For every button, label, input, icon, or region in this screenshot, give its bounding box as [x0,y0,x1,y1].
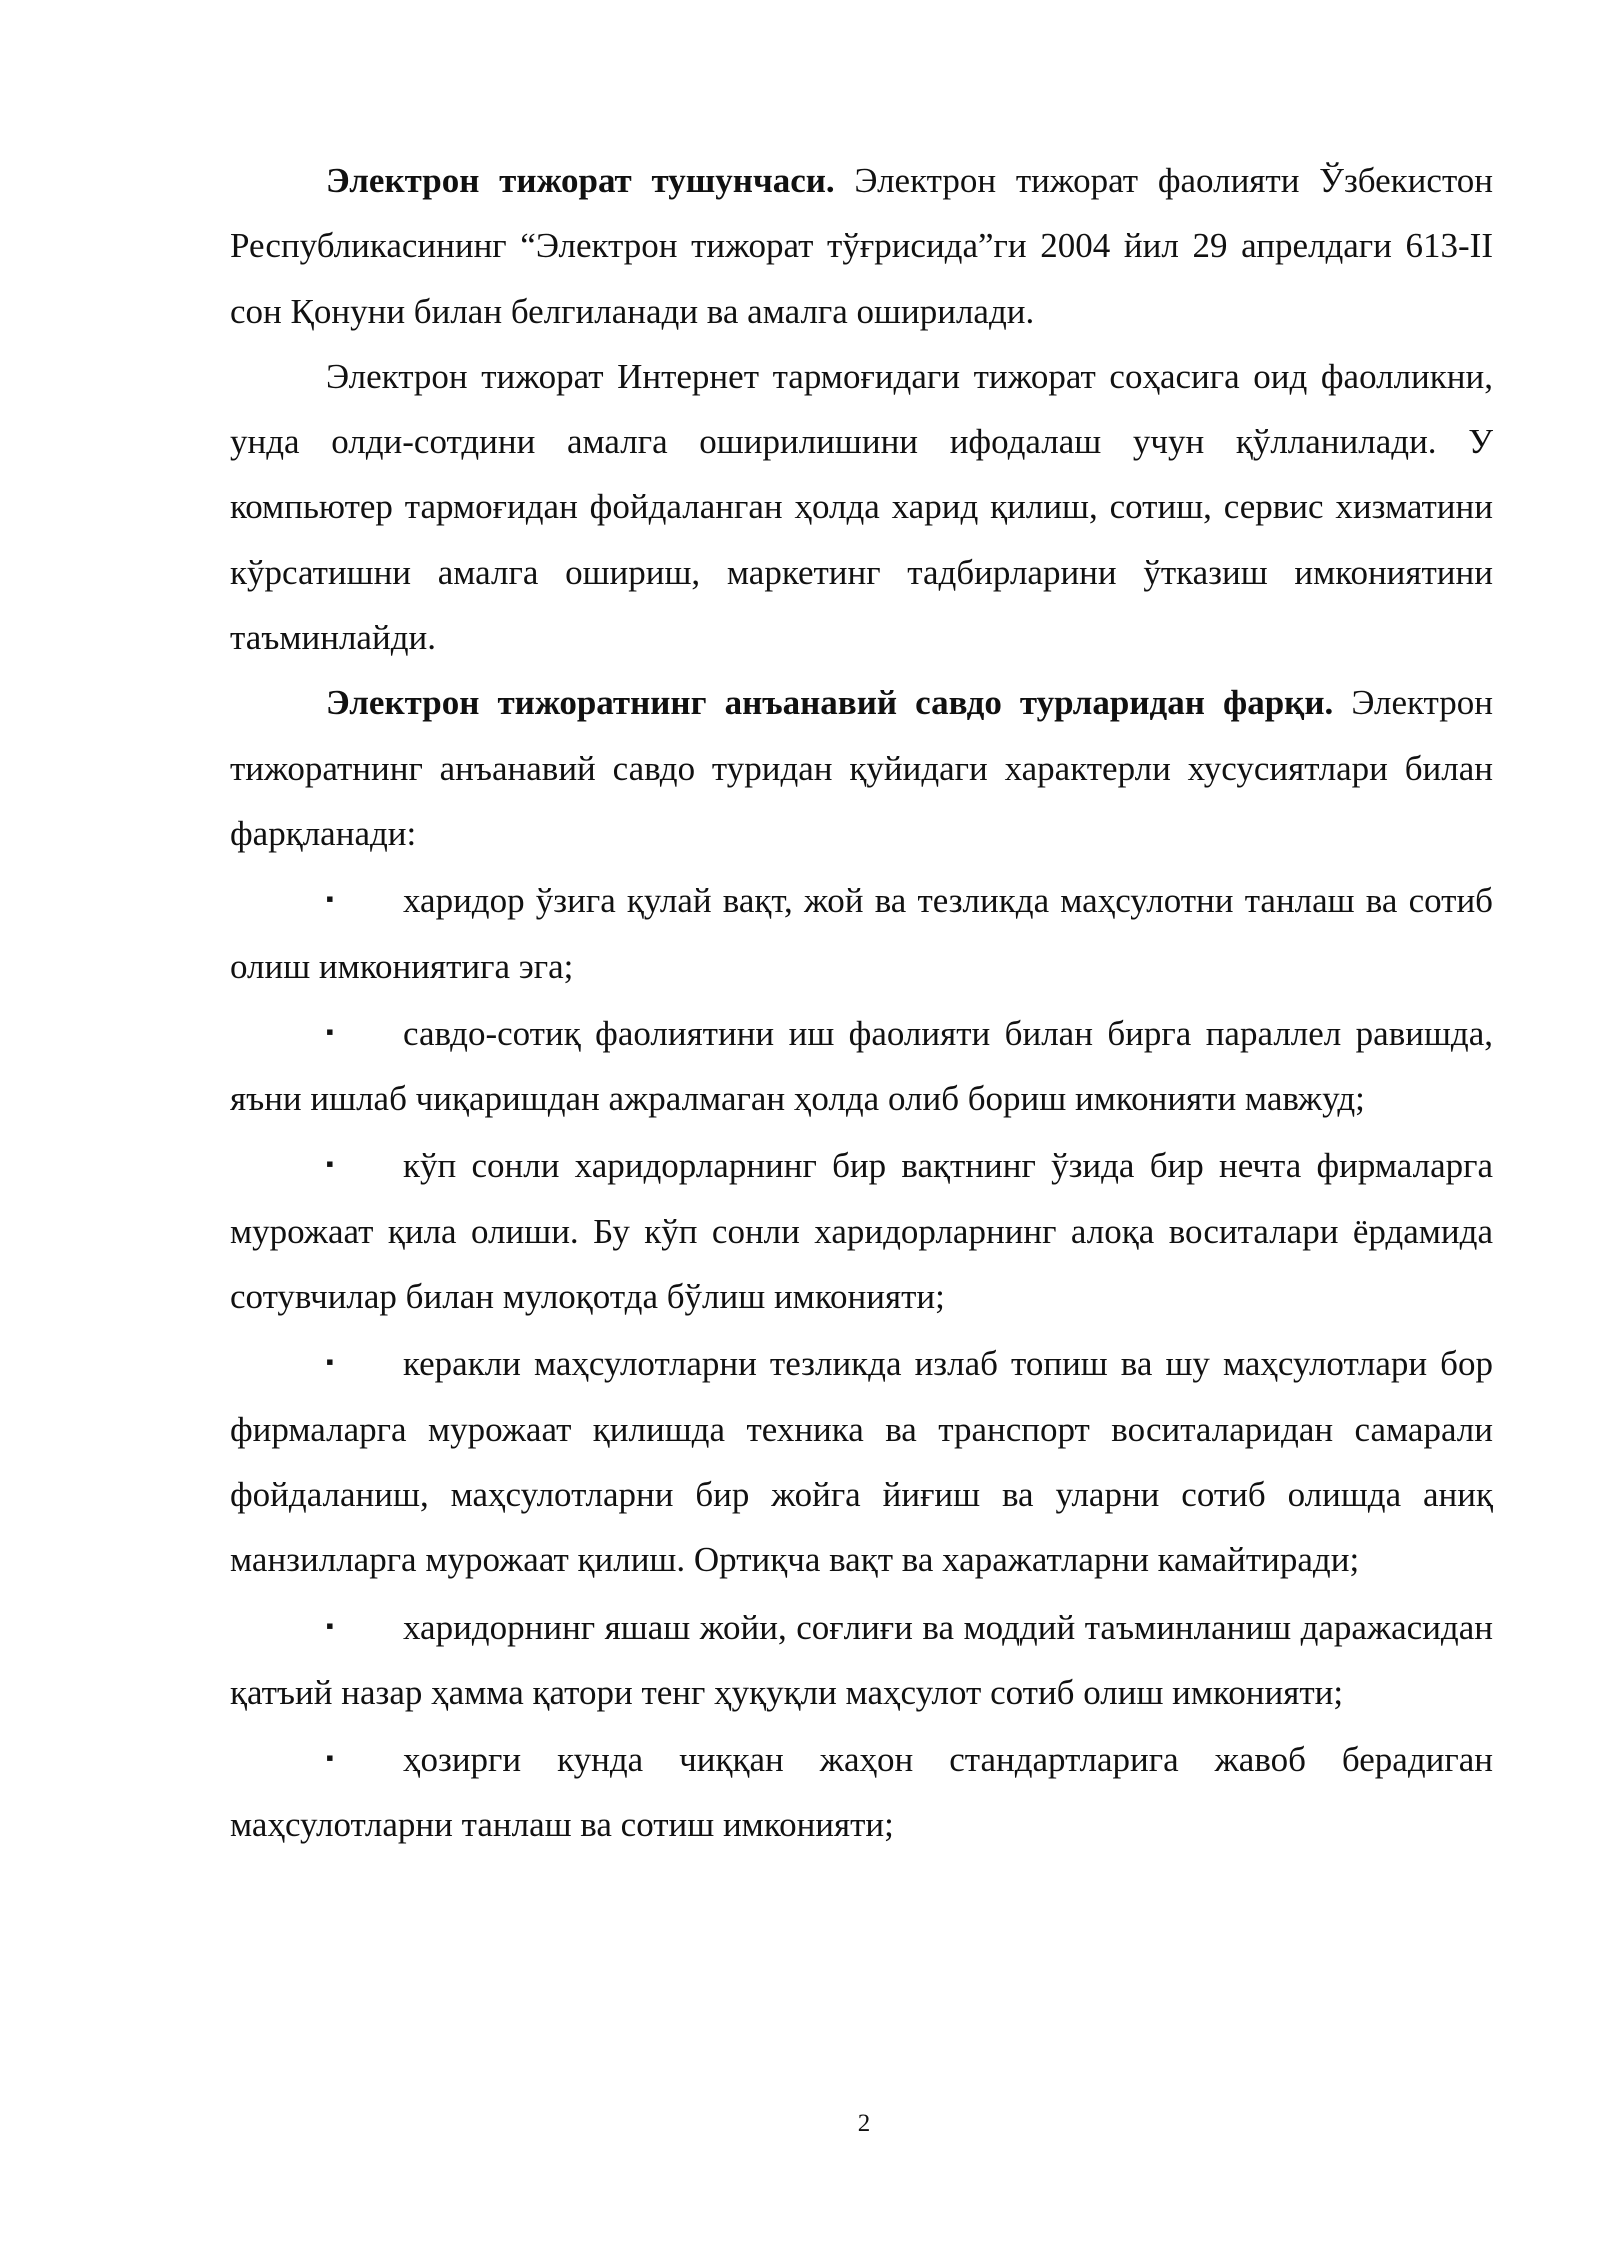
paragraph-text: Электрон тижоратнинг анъанавий савдо туридан қуйидаги характерли хусусиятлари билан фарқланади: [230,683,1493,853]
paragraph-ecommerce-internet [230,344,1493,670]
bullet-text: керакли маҳсулотларни тезликда излаб топиш ва шу маҳсулотлари бор фирмаларга мурожаат қилишда техника ва транспорт воситаларидан самарали фойдаланиш, маҳсулотларни бир жойга йиғиш ва уларни сотиб олишда аниқ манзилларга мурожаат қилиш. Ортиқча вақт ва харажатларни камайтиради; [230,1344,1493,1580]
square-bullet-icon: ▪ [326,1612,334,1638]
bullet-text: ҳозирги кунда чиққан жаҳон стандартларига жавоб берадиган маҳсулотларни танлаш ва сотиш имконияти; [230,1740,1493,1845]
bullet-text: харидор ўзига қулай вақт, жой ва тезликда маҳсулотни танлаш ва сотиб олиш имкониятига эга; [230,881,1493,986]
paragraph-text: Электрон тижорат Интернет тармоғидаги тижорат соҳасига оид фаолликни, унда олди-сотдини амалга оширилишини ифодалаш учун қўлланилади. У компьютер тармоғидан фойдаланган ҳолда харид қилиш, сотиш, сервис хизматини кўрсатишни амалга ошириш, маркетинг тадбирларини ўтказиш имкониятини таъминлайди. [230,356,1493,658]
section-heading-concept: Электрон тижорат тушунчаси. [326,161,835,200]
bullet-item [230,1593,1493,1726]
bullet-item [230,1329,1493,1592]
bullet-text: савдо-сотиқ фаолиятини иш фаолияти билан бирга параллел равишда, яъни ишлаб чиқаришдан ажралмаган ҳолда олиб бориш имконияти мавжуд; [230,1013,1493,1119]
paragraph-ecommerce-difference [230,670,1493,866]
square-bullet-icon: ▪ [326,1018,334,1044]
page-number: 2 [857,2110,871,2137]
bullet-text: харидорнинг яшаш жойи, соғлиғи ва моддий таъминланиш даражасидан қатъий назар ҳамма қатори тенг ҳуқуқли маҳсулот сотиб олиш имконияти; [230,1607,1493,1712]
bullet-text: кўп сонли харидорларнинг бир вақтнинг ўзида бир нечта фирмаларга мурожаат қила олиши. Бу кўп сонли харидорларнинг алоқа воситалари ёрдамида сотувчилар билан мулоқотда бўлиш имконияти; [230,1146,1493,1317]
paragraph-text: Электрон тижорат фаолияти Ўзбекистон Республикасининг “Электрон тижорат тўғрисида”ги 2004 йил 29 апрелдаги 613-II сон Қонуни билан белгиланади ва амалга оширилади. [230,161,1494,331]
bullet-item [230,999,1493,1132]
bullet-item [230,1131,1493,1329]
section-heading-difference: Электрон тижоратнинг анъанавий савдо турларидан фарқи. [326,683,1334,723]
square-bullet-icon: ▪ [326,886,334,912]
square-bullet-icon: ▪ [326,1745,334,1771]
paragraph-ecommerce-concept [230,148,1493,344]
bullet-item [230,866,1493,999]
square-bullet-icon: ▪ [326,1151,334,1177]
bullet-item [230,1725,1493,1858]
square-bullet-icon: ▪ [326,1349,334,1375]
document-page [230,148,1493,1858]
